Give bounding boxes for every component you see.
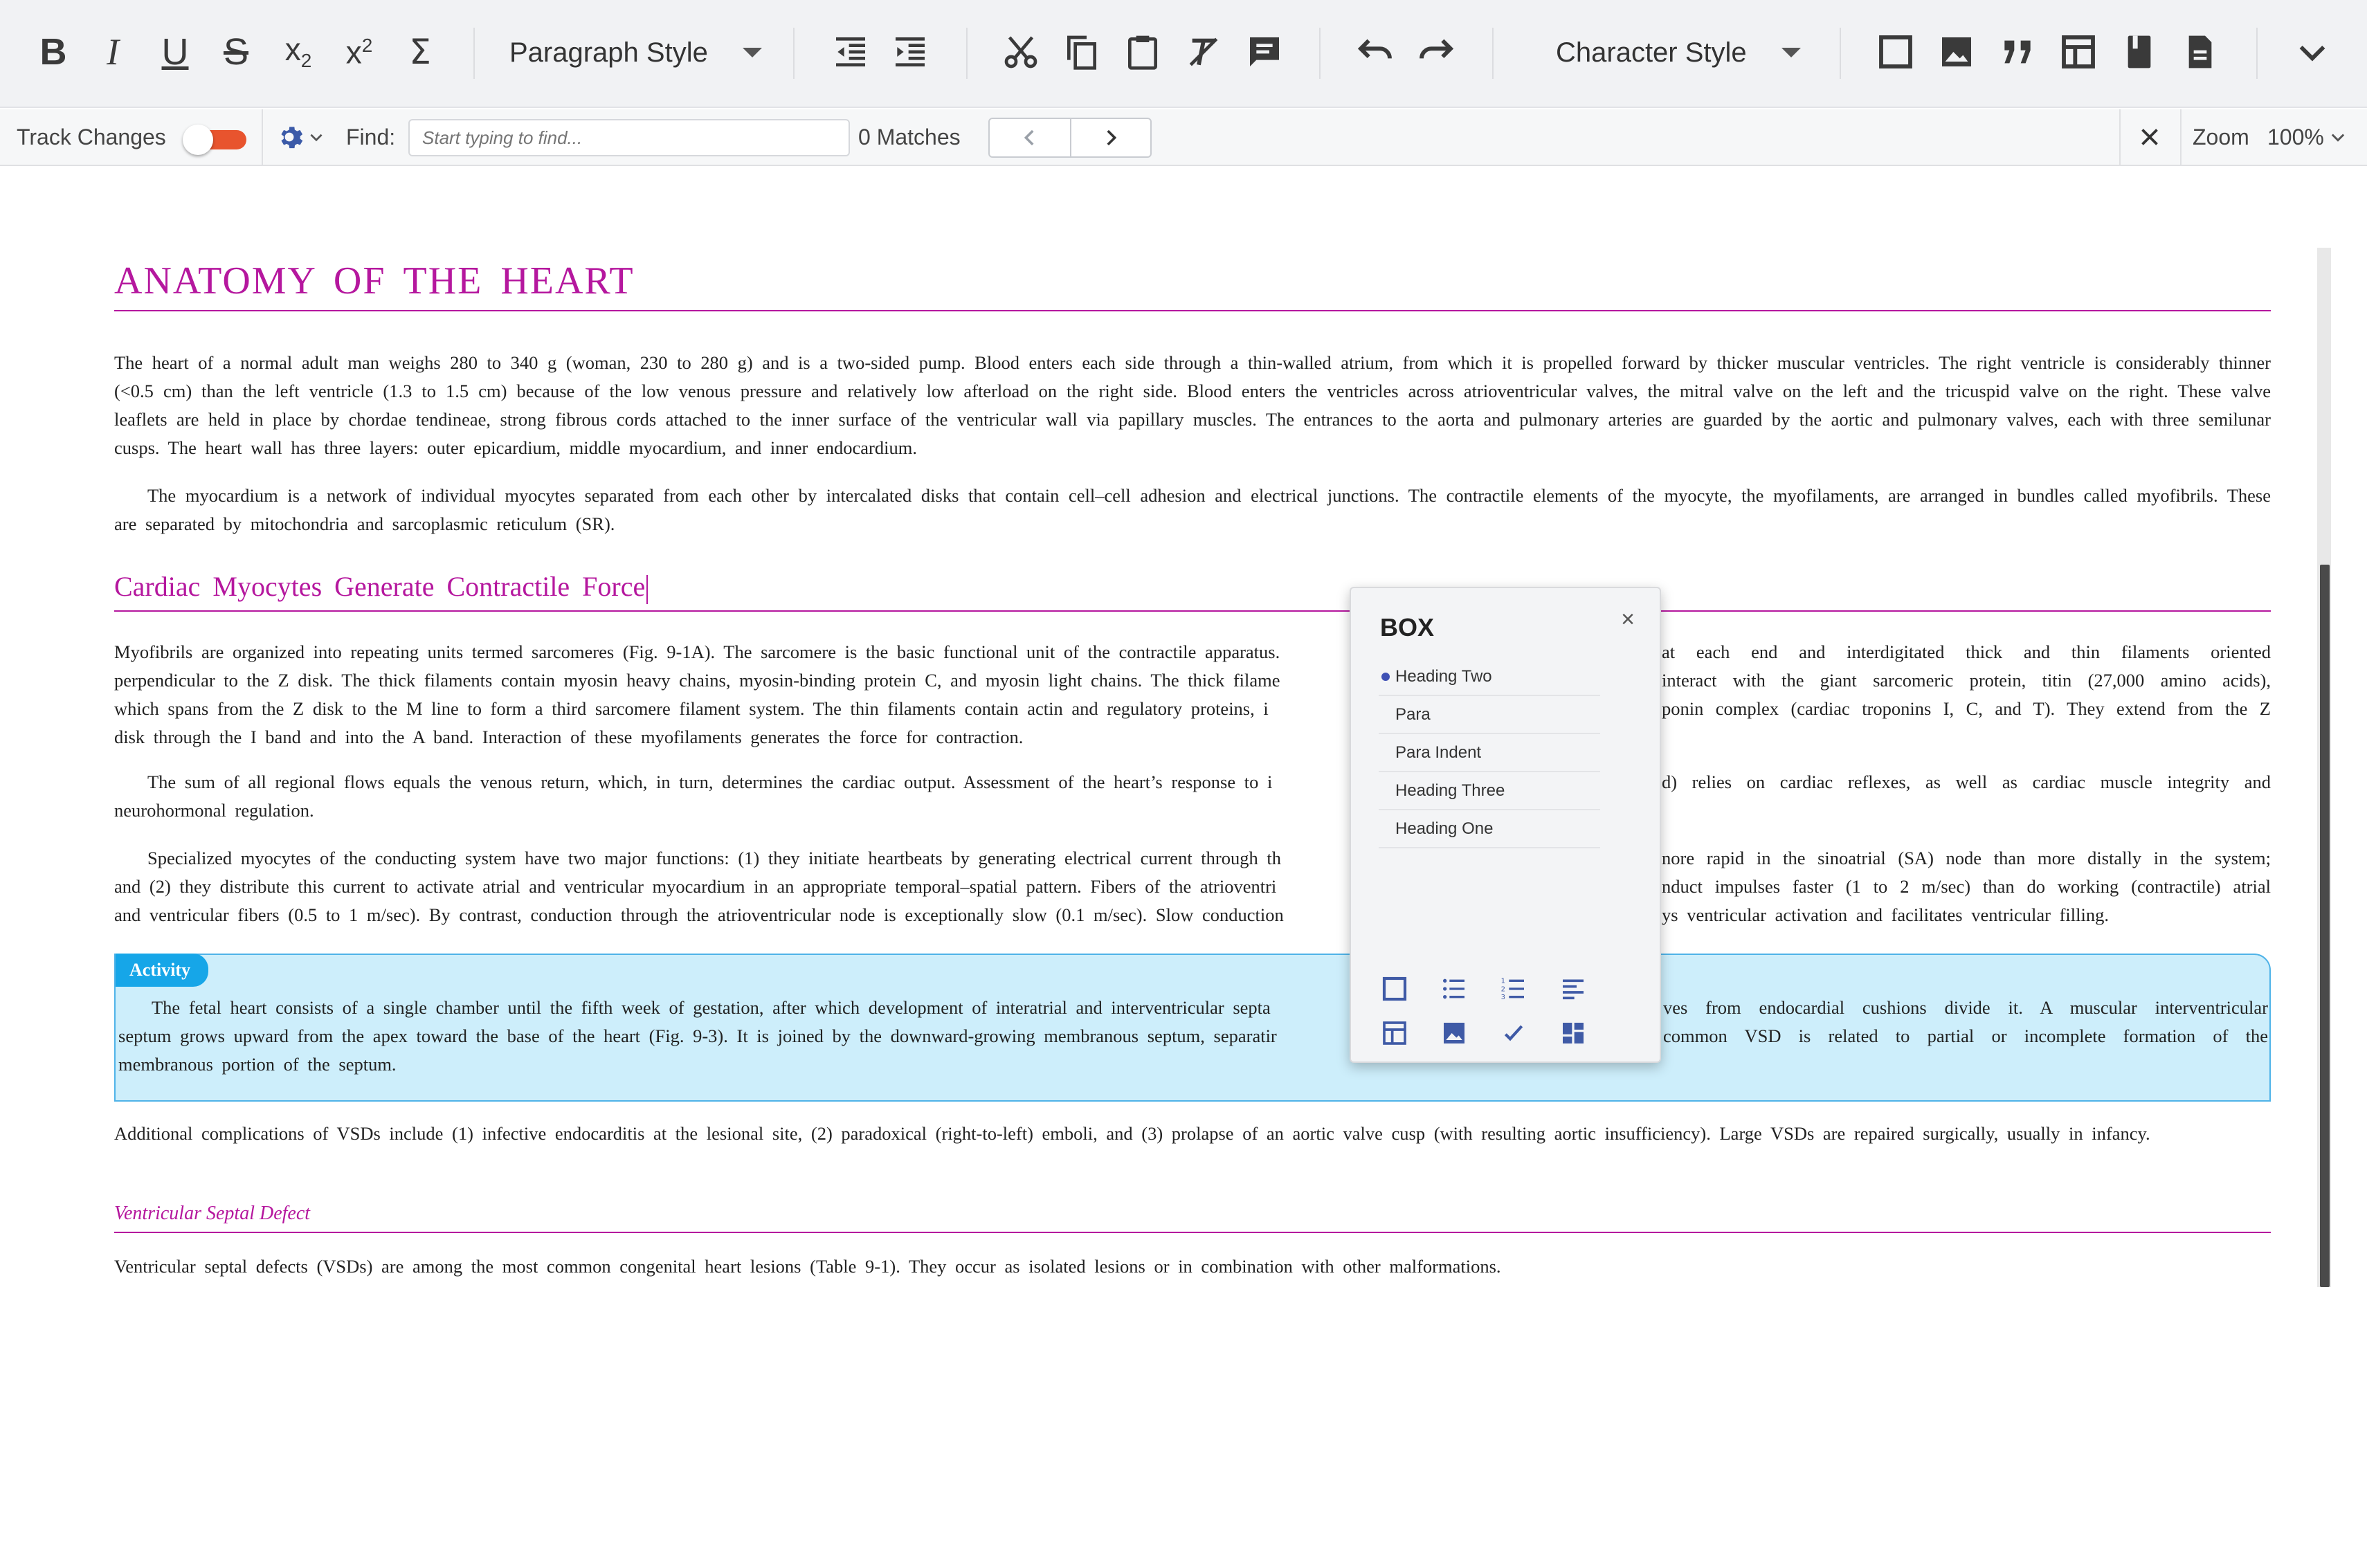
- bold-icon[interactable]: B: [39, 31, 67, 73]
- text-line: at each end and interdigitated thick and thin filaments oriented: [1662, 641, 2271, 662]
- find-label: Find:: [346, 124, 396, 149]
- chevron-down-icon: [1781, 48, 1801, 57]
- find-navigation: [988, 118, 1152, 158]
- paragraph-2[interactable]: The myocardium is a network of individual myocytes separated from each other by intercalated disks that contain cell–cell adhesion and electrical junctions. The contractile elements of the myocyte, the myofilaments, are arranged in bundles called myofibrils. These are separated by mitochondria and sarcoplasmic reticulum (SR).: [114, 485, 2271, 534]
- box-outline-icon[interactable]: [1377, 972, 1412, 1006]
- close-icon: [2137, 125, 2162, 149]
- document-icon[interactable]: [2169, 21, 2231, 83]
- paragraph-5-line-1[interactable]: Specialized myocytes of the conducting system have two major functions: (1) they initiate heartbeats by generating electrical current through th: [147, 848, 1281, 868]
- image-icon[interactable]: [1437, 1016, 1471, 1050]
- gear-icon: [274, 122, 305, 152]
- paragraph-1[interactable]: The heart of a normal adult man weighs 280 to 340 g (woman, 230 to 280 g) and is a two-sided pump. Blood enters each side through a thin-walled atrium, from which it is propelled forward by thicker muscular ventricles. The right ventricle is considerably thinner (<0.5 cm) than the left ventricle (1.3 to 1.5 cm) because of the low venous pressure and relatively low afterload on the right side. Blood enters the ventricles across atrioventricular valves, the mitral valve on the left and the tricuspid valve on the right. These valve leaflets are held in place by chordae tendineae, strong fibrous cords attached to the inner surface of the ventricular wall via papillary muscles. The entrances to the aorta and pulmonary arteries are guarded by the aortic and pulmonary valves, each with three semilunar cusps. The heart wall has three layers: outer epicardium, middle myocardium, and inner endocardium.: [114, 352, 2271, 458]
- text-line: membranous portion of the septum.: [118, 1054, 397, 1075]
- indent-icon[interactable]: [879, 21, 941, 83]
- underline-icon[interactable]: U: [161, 31, 189, 73]
- chevron-down-icon: [307, 128, 325, 146]
- table-layout-icon[interactable]: [1377, 1016, 1412, 1050]
- paragraph-5-right[interactable]: [1662, 844, 2271, 929]
- toolbar-separator: [1319, 28, 1321, 79]
- paragraph-4-left[interactable]: [114, 768, 1353, 796]
- text-line: The sum of all regional flows equals the venous return, which, in turn, determines the cardiac output. Assessment of the heart’s response to i: [147, 772, 1273, 792]
- paragraph-6[interactable]: Additional complications of VSDs include (1) infective endocarditis at the lesional site, (2) paradoxical (right-to-left) emboli, and (3) prolapse of an aortic valve cusp (with resulting aortic insufficiency). Large VSDs are repaired surgically, usually in infancy.: [114, 1123, 2150, 1144]
- paragraph-style-label: Paragraph Style: [509, 37, 708, 68]
- toggle-knob: [183, 125, 213, 155]
- activity-text-left: [118, 994, 1350, 1079]
- style-item-label: Heading Two: [1395, 667, 1492, 686]
- section-heading-vsd[interactable]: Ventricular Septal Defect: [114, 1203, 311, 1224]
- paragraph-style-dropdown[interactable]: [509, 25, 762, 80]
- strikethrough-icon[interactable]: S: [223, 31, 249, 73]
- toolbar-separator: [793, 28, 795, 79]
- find-previous-button[interactable]: [990, 119, 1070, 156]
- heading-rule: [114, 310, 2271, 311]
- paragraph-5-line-2[interactable]: and (2) they distribute this current to activate atrial and ventricular myocardium in an appropriate temporal–spatial pattern. Fibers of the atrioventri: [114, 876, 1277, 897]
- section-heading-cardiac-myocytes[interactable]: [114, 570, 648, 604]
- track-changes-toggle[interactable]: [183, 125, 246, 152]
- paragraph-3-right[interactable]: [1662, 638, 2271, 723]
- toolbar-separator: [2256, 28, 2258, 79]
- table-icon[interactable]: [2047, 21, 2110, 83]
- style-item-label: Heading Three: [1395, 781, 1505, 800]
- text-line: ponin complex (cardiac troponins I, C, and T). They extend from the Z: [1662, 698, 2271, 719]
- selected-dot-icon: [1381, 673, 1390, 681]
- align-left-icon[interactable]: [1556, 972, 1590, 1006]
- box-style-popup: [1350, 587, 1661, 1063]
- paragraph-3-end[interactable]: disk through the I band and into the A band. Interaction of these myofilaments generates the force for contraction.: [114, 727, 1024, 747]
- style-item-heading-two[interactable]: [1379, 659, 1600, 696]
- style-item-label: Heading One: [1395, 819, 1494, 838]
- zoom-value: 100%: [2267, 124, 2324, 149]
- toolbar-separator: [1840, 28, 1841, 79]
- toolbar-separator: [473, 28, 475, 79]
- text-line: ves from endocardial cushions divide it. A muscular interventricular: [1663, 997, 2268, 1018]
- activity-box[interactable]: [114, 954, 2271, 1102]
- chevron-left-icon: [1018, 126, 1042, 149]
- find-next-button[interactable]: [1070, 119, 1150, 156]
- paste-icon[interactable]: [1112, 21, 1174, 83]
- text-line: which spans from the Z disk to the M line to form a third sarcomere filament system. The thin filaments contain actin and regulatory proteins, i: [114, 698, 1269, 719]
- text-line: interact with the giant sarcomeric protein, titin (27,000 amino acids),: [1662, 670, 2271, 691]
- comment-icon[interactable]: [1233, 21, 1296, 83]
- outdent-icon[interactable]: [819, 21, 882, 83]
- toolbar-separator: [966, 28, 968, 79]
- close-icon[interactable]: ×: [1621, 606, 1635, 632]
- text-line: common VSD is related to partial or incomplete formation of the: [1663, 1025, 2268, 1046]
- popup-title: BOX: [1380, 613, 1435, 641]
- numbered-list-icon[interactable]: [1496, 972, 1531, 1006]
- activity-text-right: [1663, 994, 2268, 1050]
- text-line: Myofibrils are organized into repeating units termed sarcomeres (Fig. 9-1A). The sarcomere is the basic functional unit of the contractile apparatus.: [114, 641, 1280, 662]
- text-line: nore rapid in the sinoatrial (SA) node than more distally in the system;: [1662, 848, 2271, 868]
- text-cursor: [646, 575, 648, 604]
- quote-icon[interactable]: [1986, 21, 2049, 83]
- matches-count: 0 Matches: [858, 124, 961, 149]
- find-bar: [0, 109, 2367, 166]
- chevron-right-icon: [1099, 126, 1123, 149]
- findbar-separator: [262, 109, 263, 165]
- track-changes-label: Track Changes: [17, 124, 166, 149]
- subscript-icon[interactable]: $x_2$: [284, 30, 312, 72]
- cut-icon[interactable]: [990, 21, 1052, 83]
- paragraph-5-line-3[interactable]: and ventricular fibers (0.5 to 1 m/sec). By contrast, conduction through the atrioventricular node is exceptionally slow (0.1 m/sec). Slow conduction: [114, 904, 1284, 925]
- copy-icon[interactable]: [1051, 21, 1113, 83]
- findbar-separator: [2119, 109, 2121, 165]
- findbar-separator: [2180, 109, 2182, 165]
- undo-icon[interactable]: [1344, 21, 1406, 83]
- toolbar-separator: [1492, 28, 1494, 79]
- paragraph-4-end[interactable]: neurohormonal regulation.: [114, 800, 314, 821]
- redo-icon[interactable]: [1405, 21, 1467, 83]
- main-toolbar: [0, 0, 2367, 108]
- zoom-select[interactable]: [2267, 109, 2348, 165]
- zoom-label: Zoom: [2193, 124, 2249, 149]
- text-line: nduct impulses faster (1 to 2 m/sec) than do working (contractile) atrial: [1662, 876, 2271, 897]
- sigma-icon[interactable]: Σ: [409, 32, 431, 72]
- image-icon[interactable]: [1925, 21, 1988, 83]
- chevron-down-icon: [2328, 127, 2348, 147]
- more-chevron-icon[interactable]: [2281, 21, 2343, 83]
- paragraph-4-right[interactable]: d) relies on cardiac reflexes, as well as cardiac muscle integrity and: [1662, 772, 2271, 792]
- activity-tag: Activity: [116, 954, 208, 987]
- find-settings-button[interactable]: [274, 109, 325, 165]
- style-item-label: Para Indent: [1395, 743, 1482, 762]
- scrollbar-thumb[interactable]: [2320, 565, 2330, 1287]
- character-style-dropdown[interactable]: [1556, 25, 1801, 80]
- dashboard-grid-icon[interactable]: [1556, 1016, 1590, 1050]
- style-item-label: Para: [1395, 705, 1431, 724]
- bullet-list-icon[interactable]: [1437, 972, 1471, 1006]
- document-title[interactable]: ANATOMY OF THE HEART: [114, 259, 635, 302]
- svg-text:3: 3: [1500, 994, 1506, 1001]
- checkmark-icon[interactable]: [1496, 1016, 1531, 1050]
- style-item-heading-three[interactable]: [1379, 773, 1600, 810]
- text-line: ys ventricular activation and facilitates ventricular filling.: [1662, 904, 2110, 925]
- text-line: The fetal heart consists of a single chamber until the fifth week of gestation, after which development of interatrial and interventricular septa: [152, 997, 1271, 1018]
- close-find-button[interactable]: [2130, 109, 2169, 165]
- find-input[interactable]: [408, 119, 850, 156]
- superscript-icon[interactable]: $x^2$: [345, 34, 373, 71]
- paragraph-3-left[interactable]: [114, 638, 1353, 723]
- italic-icon[interactable]: I: [107, 31, 119, 73]
- heading-two-text: Cardiac Myocytes Generate Contractile Force: [114, 571, 646, 602]
- text-line: septum grows upward from the apex toward the base of the heart (Fig. 9-3). It is joined by the downward-growing membranous septum, separatir: [118, 1025, 1277, 1046]
- book-icon[interactable]: [2108, 21, 2170, 83]
- heading-rule: [114, 610, 2271, 612]
- clear-format-icon[interactable]: [1172, 21, 1235, 83]
- style-item-heading-one[interactable]: [1379, 811, 1600, 848]
- svg-text:2: 2: [1500, 985, 1506, 994]
- style-item-para-indent[interactable]: [1379, 735, 1600, 772]
- paragraph-7[interactable]: Ventricular septal defects (VSDs) are among the most common congenital heart lesions (Table 9-1). They occur as isolated lesions or in combination with other malformations.: [114, 1256, 1501, 1277]
- text-line: perpendicular to the Z disk. The thick filaments contain myosin heavy chains, myosin-binding protein C, and myosin light chains. The thick filame: [114, 670, 1280, 691]
- style-item-para[interactable]: [1379, 697, 1600, 734]
- heading-rule: [114, 1232, 2271, 1233]
- box-icon[interactable]: [1865, 21, 1927, 83]
- chevron-down-icon: [743, 48, 762, 57]
- character-style-label: Character Style: [1556, 37, 1747, 68]
- svg-text:1: 1: [1500, 977, 1506, 985]
